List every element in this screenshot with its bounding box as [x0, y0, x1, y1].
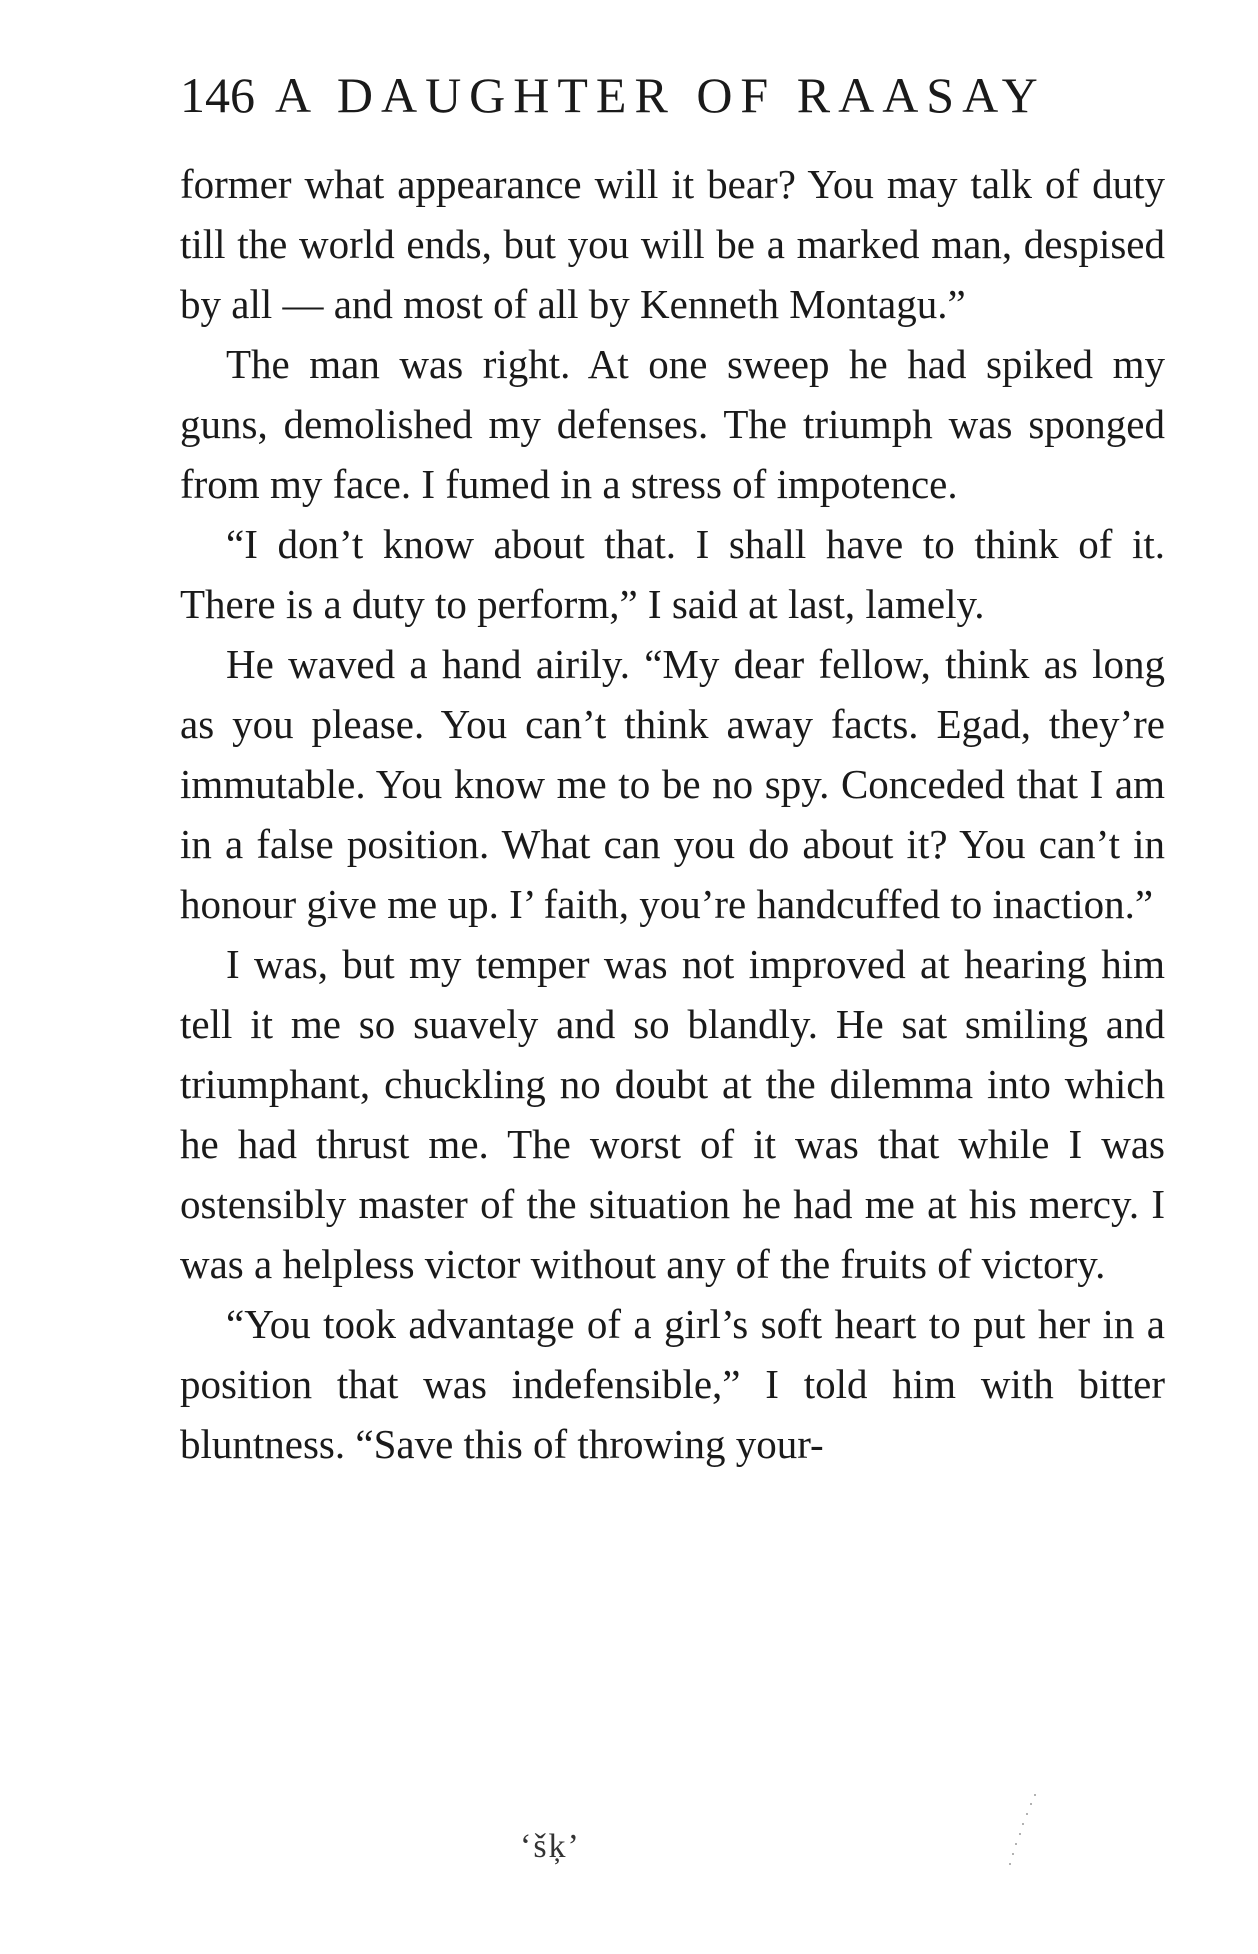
paper-specks	[1005, 1790, 1045, 1870]
paragraph: “You took advantage of a girl’s soft heart to put her in a position that was indefensible,” I told him with bitter bluntness. “Save this of throwing your-	[180, 1301, 1165, 1467]
book-page	[180, 67, 1165, 1474]
running-head	[180, 67, 1165, 123]
page-number: 146	[180, 67, 255, 123]
signature-mark: ‘šķ’	[520, 1828, 581, 1865]
running-title: A DAUGHTER OF RAASAY	[275, 67, 1046, 123]
body-text	[180, 154, 1165, 1474]
paragraph-continuation: former what appearance will it bear? You may talk of duty till the world ends, but you will be a marked man, despised by all — and most of all by Kenneth Montagu.”	[180, 161, 1165, 327]
paragraph: The man was right. At one sweep he had spiked my guns, demolished my defenses. The triumph was sponged from my face. I fumed in a stress of impotence.	[180, 341, 1165, 507]
paragraph: “I don’t know about that. I shall have to think of it. There is a duty to perform,” I said at last, lamely.	[180, 521, 1165, 627]
paragraph: He waved a hand airily. “My dear fellow, think as long as you please. You can’t think away facts. Egad, they’re immutable. You know me to be no spy. Conceded that I am in a false position. What can you do about it? You can’t in honour give me up. I’ faith, you’re handcuffed to inaction.”	[180, 641, 1165, 927]
paragraph: I was, but my temper was not improved at hearing him tell it me so suavely and so blandly. He sat smiling and triumphant, chuckling no doubt at the dilemma into which he had thrust me. The worst of it was that while I was ostensibly master of the situation he had me at his mercy. I was a helpless victor without any of the fruits of victory.	[180, 941, 1165, 1287]
